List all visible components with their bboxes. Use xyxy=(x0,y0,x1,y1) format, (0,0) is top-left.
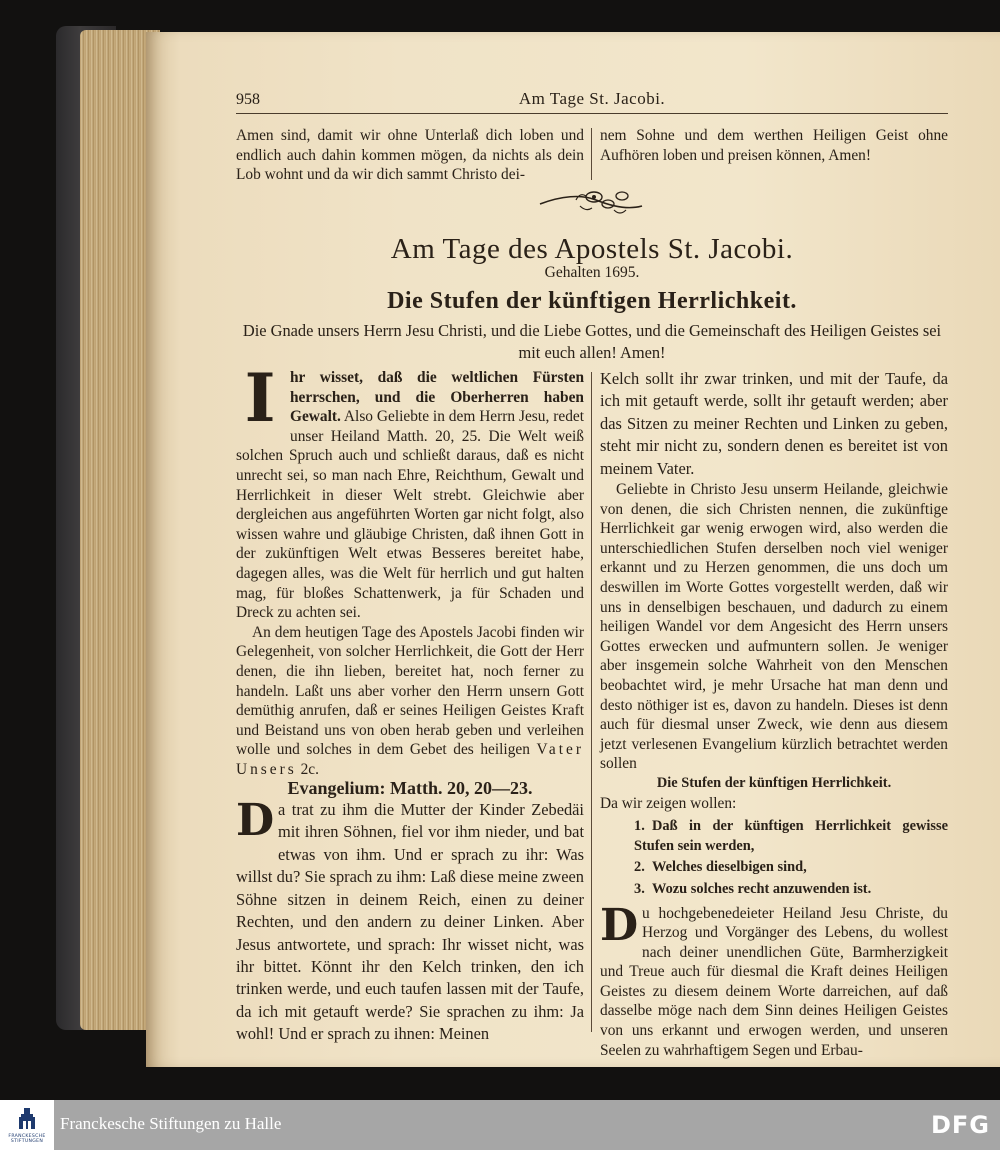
list-number: 3. xyxy=(634,880,645,897)
list-text: Daß in der künftigen Herrlichkeit gewisse Stufen sein werden, xyxy=(634,818,948,854)
blessing: Die Gnade unsers Herrn Jesu Christi, und die Liebe Gottes, und die Gemeinschaft des Heiligen Geistes sei mit euch allen! Amen! xyxy=(242,321,942,362)
top-continuation xyxy=(236,126,948,186)
logo-text: FRANCKESCHE STIFTUNGEN xyxy=(8,1134,46,1144)
list-item xyxy=(634,880,948,900)
drop-cap: I xyxy=(244,359,276,437)
top-left-column: Amen sind, damit wir ohne Unterlaß dich loben und endlich auch dahin kommen mögen, da nichts als dein Lob wohnt und da wir dich sammt Christo dei- xyxy=(236,127,584,184)
footer-bar xyxy=(0,1100,1000,1150)
intro-rest: Also Geliebte in dem Herrn Jesu, redet unser Heiland Matth. 20, 25. Die Welt weiß solchen Spruch auch und schließt daraus, daß es nicht unrecht sei, so man nach Ehre, Reichthum, Gewalt und Herrlichkeit in dieser Welt strebt. Gleichwie aber dergleichen aus angeführten Worten gar nicht folgt, also wissen wahre und gläubige Christen, daß ihnen Gott in der zukünftigen Welt etwas Besseres bereitet habe, dagegen alles, was die Welt für herrlich und gut halten mag, für bloßes Schattenwerk, ja für Schaden und Dreck zu achten sei. xyxy=(236,408,584,622)
institution-logo-icon xyxy=(13,1106,41,1132)
second-paragraph-text: An dem heutigen Tage des Apostels Jacobi finden wir Gelegenheit, von solcher Herrlichkeit, die Gott der Herr denen, die ihn lieben, bereitet hat, noch ferner zu handeln. Laßt uns aber vorher den Herrn unsern Gott demüthig anrufen, daß er seines Heiligen Geistes Kraft und Beistand uns von oben herab geben und verleihen wolle und solches in dem Gebet des heiligen xyxy=(236,623,584,759)
gospel-continuation: Kelch sollt ihr zwar trinken, und mit der Taufe, da ich mit getauft werde, sollt ihr getauft werden; aber das Sitzen zu meiner Rechten und Linken zu geben, steht mir nicht zu, sondern denen es bereitet ist von meinem Vater. xyxy=(600,369,948,478)
franckesche-logo[interactable] xyxy=(0,1100,54,1150)
page-number: 958 xyxy=(236,91,260,108)
gospel-paragraph xyxy=(236,795,584,1045)
dfg-logo[interactable]: DFG xyxy=(930,1111,990,1139)
gospel-text: a trat zu ihm die Mutter der Kinder Zebedäi mit ihren Söhnen, fiel vor ihm nieder, und bat etwas von ihm. Und er sprach zu ihr: Was willst du? Sie sprach zu ihm: Laß diese meine zween Söhne sitzen in deinem Reich, einen zu deiner Rechten, und den andern zu deiner Linken. Aber Jesus antwortete, und sprach: Ihr wisset nicht, was ihr bittet. Könnt ihr den Kelch trinken, den ich trinken werde, und euch taufen lassen mit der Taufe, da ich mit getauft werde? Sie sprachen zu ihm: Ja wohl! Und er sprach zu ihnen: Meinen xyxy=(236,800,584,1044)
column-rule-main xyxy=(591,372,592,1032)
gospel-heading: Evangelium: Matth. 20, 20—23. xyxy=(287,778,533,799)
second-paragraph-end: 2c. xyxy=(300,760,319,778)
held-date: Gehalten 1695. xyxy=(544,264,640,281)
second-paragraph xyxy=(236,623,584,780)
right-column xyxy=(600,368,948,1059)
intro-bold: hr wisset, daß die weltlichen Fürsten herrschen, und die Oberherren haben Gewalt. xyxy=(290,369,584,426)
prayer-paragraph xyxy=(600,899,948,1061)
list-text: Wozu solches recht anzuwenden ist. xyxy=(652,880,872,897)
running-head xyxy=(236,89,948,114)
sermon-subtitle: Die Stufen der künftigen Herrlichkeit. xyxy=(387,288,797,314)
book-page xyxy=(146,32,1000,1067)
institution-name[interactable]: Franckesche Stiftungen zu Halle xyxy=(60,1114,282,1133)
prayer-drop-cap: D xyxy=(600,899,639,951)
column-rule-top xyxy=(591,128,592,180)
vater-unsers: Vater Unsers xyxy=(236,741,584,778)
list-text: Welches dieselbigen sind, xyxy=(652,859,807,876)
list-intro: Da wir zeigen wollen: xyxy=(600,794,737,812)
section-heading: Die Stufen der künftigen Herrlichkeit. xyxy=(656,774,892,791)
prayer-text: u hochgebenedeieter Heiland Jesu Christe, du Herzog und Vorgänger des Lebens, du wollest nach deiner unendlichen Güte, Barmherzigkeit und Treue auch für diesmal die Kraft deines Heiligen Geistes zu diesem deinem Worte darreichen, auf daß dasselbe möge nach dem Sinn deines Heiligen Geistes von uns erkannt und erwogen werden, und unseren Seelen zu wahrhaftigem Segen und Erbau- xyxy=(600,904,948,1059)
right-paragraph: Geliebte in Christo Jesu unserm Heilande, gleichwie von denen, die sich Christen nennen, die zukünftige Herrlichkeit gar wenig erwogen wird, also werden die unterschiedlichen Stufen derselben noch viel weniger erkannt und zu Herzen genommen, die uns doch um deswillen im Worte Gottes vorgestellt werden, daß wir uns in denselbigen beschauen, und dadurch zu einem heiligen Wandel vor dem Angesicht des Herrn unsers Gottes erwecken und aufmuntern sollen. Je weniger aber insgemein solche Wahrheit von den Menschen beobachtet wird, je mehr Ursache hat man denn und desto nöthiger ist es, davon zu handeln. Dieses ist denn auch für diesmal unser Zweck, wie denn aus diesem jetzt verlesenen Evangelium kürzlich betrachtet werden sollen xyxy=(600,481,948,773)
points-list xyxy=(634,817,948,899)
list-item xyxy=(634,858,948,878)
intro-paragraph xyxy=(236,359,584,623)
running-head-title: Am Tage St. Jacobi. xyxy=(518,89,666,108)
top-right-column: nem Sohne und dem werthen Heiligen Geist ohne Aufhören loben und preisen können, Amen! xyxy=(600,127,948,164)
floral-ornament-icon xyxy=(536,182,646,222)
list-number: 1. xyxy=(634,818,645,835)
gospel-drop-cap: D xyxy=(236,795,275,847)
main-columns xyxy=(236,359,948,1059)
sermon-title: Am Tage des Apostels St. Jacobi. xyxy=(390,233,794,265)
left-column xyxy=(236,359,584,1044)
list-item xyxy=(634,817,948,856)
list-number: 2. xyxy=(634,859,645,876)
